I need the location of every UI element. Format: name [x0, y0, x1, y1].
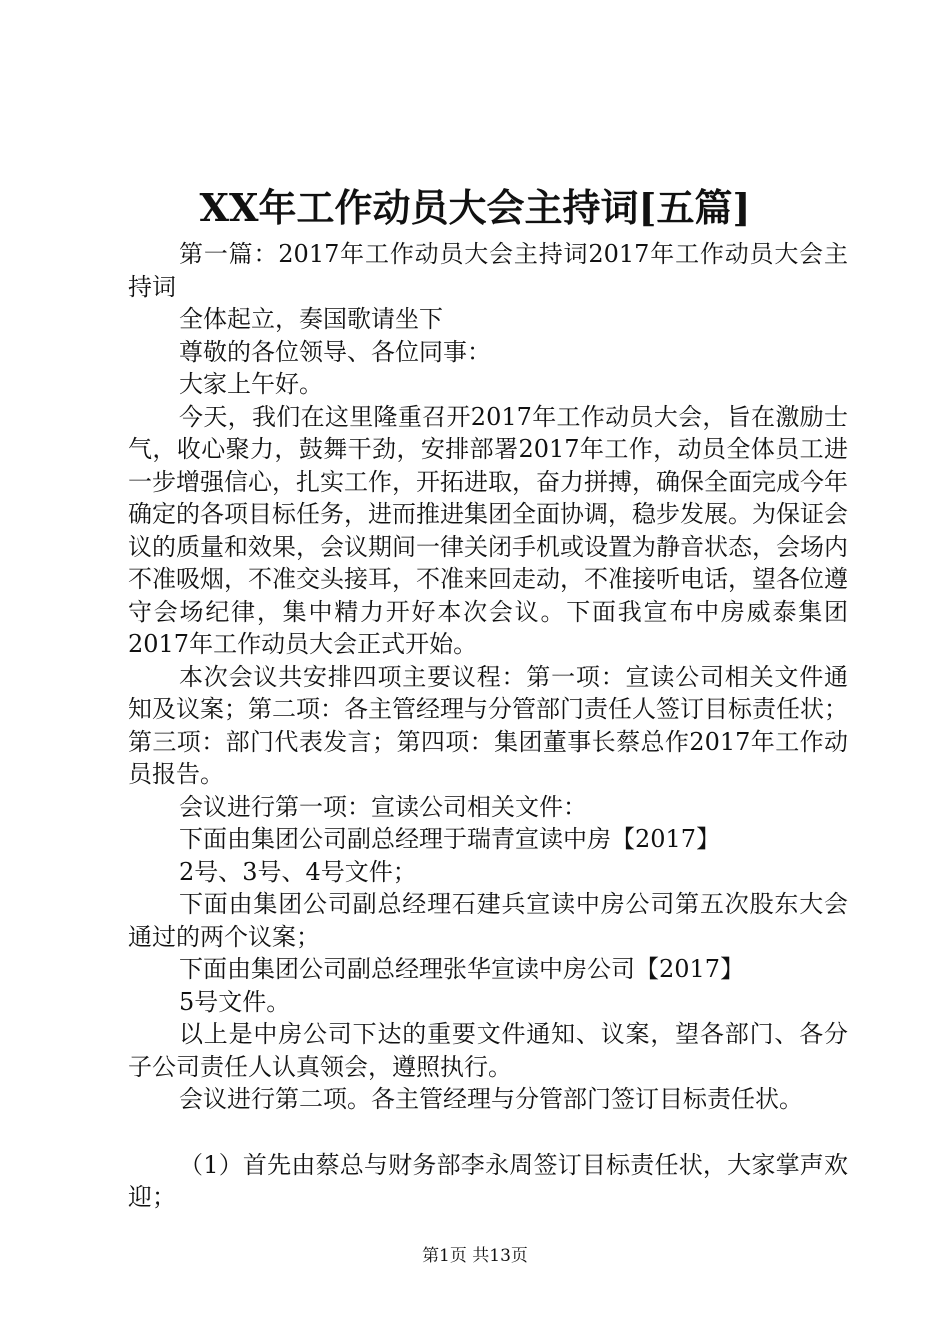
page-number-footer: 第1页 共13页	[422, 1246, 528, 1266]
paragraph: （1）首先由蔡总与财务部李永周签订目标责任状，大家掌声欢迎；	[128, 1150, 848, 1211]
document-title: XX年工作动员大会主持词[五篇]	[199, 185, 751, 230]
document-body	[128, 238, 848, 1214]
paragraph: 会议进行第一项：宣读公司相关文件：	[179, 792, 587, 821]
paragraph: 尊敬的各位领导、各位同事：	[179, 337, 491, 366]
paragraph: 大家上午好。	[179, 370, 323, 398]
paragraph: 5号文件。	[179, 987, 291, 1016]
paragraph: 全体起立，奏国歌请坐下	[179, 305, 443, 333]
paragraph: 以上是中房公司下达的重要文件通知、议案，望各部门、各分子公司责任人认真领会，遵照执行。	[128, 1020, 848, 1081]
paragraph: 下面由集团公司副总经理于瑞青宣读中房【2017】	[179, 825, 721, 853]
paragraph: 今天，我们在这里隆重召开2017年工作动员大会，旨在激励士气，收心聚力，鼓舞干劲，安排部署2017年工作，动员全体员工进一步增强信心，扎实工作，开拓进取，奋力拼搏，确保全面完成今年确定的各项目标任务，进而推进集团全面协调，稳步发展。为保证会议的质量和效果，会议期间一律关闭手机或设置为静音状态，会场内不准吸烟，不准交头接耳，不准来回走动，不准接听电话，望各位遵守会场纪律，集中精力开好本次会议。下面我宣布中房威泰集团2017年工作动员大会正式开始。	[128, 402, 848, 658]
paragraph: 2号、3号、4号文件；	[179, 857, 417, 886]
paragraph: 下面由集团公司副总经理张华宣读中房公司【2017】	[179, 955, 745, 983]
paragraph: 第一篇：2017年工作动员大会主持词2017年工作动员大会主持词	[128, 240, 848, 301]
paragraph: 会议进行第二项。各主管经理与分管部门签订目标责任状。	[179, 1085, 803, 1113]
paragraph: 下面由集团公司副总经理石建兵宣读中房公司第五次股东大会通过的两个议案；	[128, 890, 848, 951]
paragraph: 本次会议共安排四项主要议程：第一项：宣读公司相关文件通知及议案；第二项：各主管经理与分管部门责任人签订目标责任状；第三项：部门代表发言；第四项：集团董事长蔡总作2017年工作动员报告。	[128, 662, 848, 788]
